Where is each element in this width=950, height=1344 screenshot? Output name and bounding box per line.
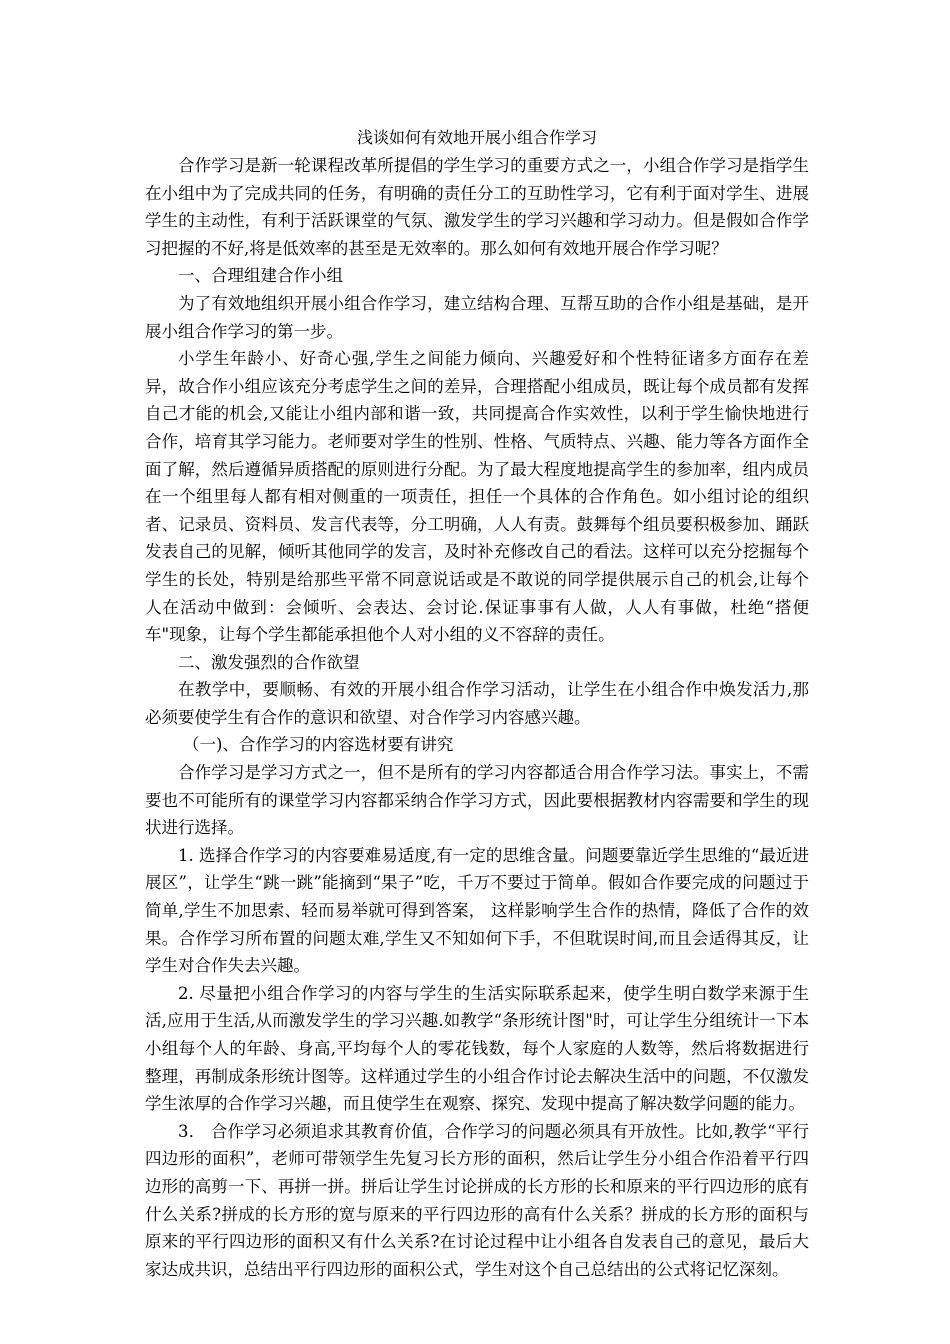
section-heading-2: 二、激发强烈的合作欲望 xyxy=(178,652,360,672)
numbered-paragraph-3: 3． 合作学习必须追求其教育价值，合作学习的问题必须具有开放性。比如,教学“平行四边形的面积”，老师可带领学生先复习长方形的面积，然后让学生分小组合作沿着平行四边形的高剪一下、再拼一拼。拼后让学生讨论拼成的长方形的长和原来的平行四边形的底有什么关系?拼成的长方形的宽与原来的平行四边形的高有什么关系？拼成的长方形的面积与原来的平行四边形的面积又有什么关系?在讨论过程中让小组各自发表自己的意见，最后大家达成共识，总结出平行四边形的面积公式，学生对这个自己总结出的公式将记忆深刻。 xyxy=(145,1121,809,1279)
paragraph: 为了有效地组织开展小组合作学习，建立结构合理、互帮互助的合作小组是基础，是开展小组合作学习的第一步。 xyxy=(145,293,809,341)
paragraph: 合作学习是学习方式之一，但不是所有的学习内容都适合用合作学习法。事实上，不需要也不可能所有的课堂学习内容都采纳合作学习方式，因此要根据教材内容需要和学生的现状进行选择。 xyxy=(145,763,809,838)
paragraph-intro: 合作学习是新一轮课程改革所提倡的学生学习的重要方式之一，小组合作学习是指学生在小组中为了完成共同的任务，有明确的责任分工的互助性学习，它有利于面对学生、进展学生的主动性，有利于活跃课堂的气氛、激发学生的学习兴趣和学习动力。但是假如合作学习把握的不好,将是低效率的甚至是无效率的。那么如何有效地开展合作学习呢？ xyxy=(145,156,809,258)
numbered-paragraph-2: 2. 尽量把小组合作学习的内容与学生的生活实际联系起来，使学生明白数学来源于生活,应用于生活,从而激发学生的学习兴趣.如教学“条形统计图"时，可让学生分组统计一下本小组每个人的年龄、身高,平均每个人的零花钱数，每个人家庭的人数等，然后将数据进行整理，再制成条形统计图等。这样通过学生的小组合作讨论去解决生活中的问题，不仅激发学生浓厚的合作学习兴趣，而且使学生在观察、探究、发现中提高了解决数学问题的能力。 xyxy=(145,983,809,1114)
document-title: 浅谈如何有效地开展小组合作学习 xyxy=(356,128,597,147)
paragraph: 小学生年龄小、好奇心强,学生之间能力倾向、兴趣爱好和个性特征诸多方面存在差异，故合作小组应该充分考虑学生之间的差异，合理搭配小组成员，既让每个成员都有发挥自己才能的机会,又能让小组内部和谐一致，共同提高合作实效性，以利于学生愉快地进行合作，培育其学习能力。老师要对学生的性别、性格、气质特点、兴趣、能力等各方面作全面了解，然后遵循异质搭配的原则进行分配。为了最大程度地提高学生的参加率，组内成员在一个组里每人都有相对侧重的一项责任，担任一个具体的合作角色。如小组讨论的组织者、记录员、资料员、发言代表等，分工明确，人人有责。鼓舞每个组员要积极参加、踊跃发表自己的见解，倾听其他同学的发言，及时补充修改自己的看法。这样可以充分挖掘每个学生的长处，特别是给那些平常不同意说话或是不敢说的同学提供展示自己的机会,让每个人在活动中做到：会倾听、会表达、会讨论.保证事事有人做，人人有事做，杜绝“搭便车"现象，让每个学生都能承担他个人对小组的义不容辞的责任。 xyxy=(145,349,809,645)
paragraph: 在教学中，要顺畅、有效的开展小组合作学习活动，让学生在小组合作中焕发活力,那必须要使学生有合作的意识和欲望、对合作学习内容感兴趣。 xyxy=(145,680,809,727)
document-body xyxy=(145,124,809,1283)
numbered-paragraph-1: 1. 选择合作学习的内容要难易适度,有一定的思维含量。问题要靠近学生思维的“最近进展区”，让学生“跳一跳”能摘到“果子”吃，千万不要过于简单。假如合作要完成的问题过于简单,学生不加思索、轻而易举就可得到答案， 这样影响学生合作的热情，降低了合作的效果。合作学习所布置的问题太难,学生又不知如何下手，不但耽误时间,而且会适得其反，让学生对合作失去兴趣。 xyxy=(145,845,809,976)
section-heading-1: 一、合理组建合作小组 xyxy=(178,266,343,286)
subsection-heading: （一)、合作学习的内容选材要有讲究 xyxy=(182,735,454,755)
